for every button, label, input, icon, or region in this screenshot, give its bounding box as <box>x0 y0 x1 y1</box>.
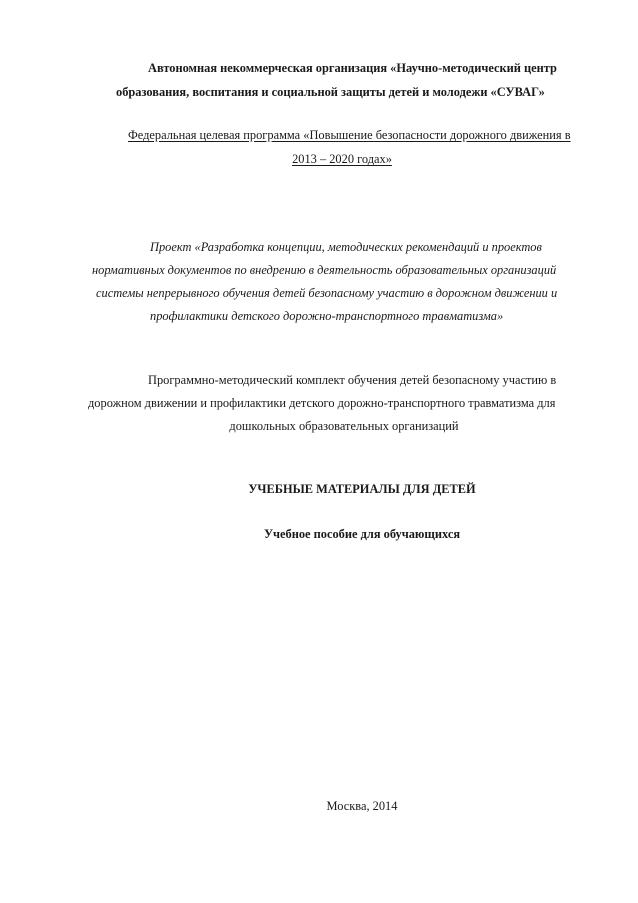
place-and-year: Москва, 2014 <box>326 799 398 813</box>
project-line-3: системы непрерывного обучения детей безопасному участию в дорожном движении и <box>96 286 558 300</box>
project-line-2: нормативных документов по внедрению в деятельность образовательных организаций <box>92 263 557 277</box>
document-title: УЧЕБНЫЕ МАТЕРИАЛЫ ДЛЯ ДЕТЕЙ <box>248 482 476 496</box>
complex-line-2: дорожном движении и профилактики детского дорожно-транспортного травматизма для <box>88 396 556 410</box>
organization-line-2: образования, воспитания и социальной защиты детей и молодежи «СУВАГ» <box>116 85 545 99</box>
organization-line-1: Автономная некоммерческая организация «Научно-методический центр <box>148 61 557 75</box>
program-title <box>92 125 592 170</box>
complex-line-1: Программно-методический комплект обучения детей безопасному участию в <box>148 373 557 387</box>
organization-header <box>92 58 592 103</box>
complex-line-3: дошкольных образовательных организаций <box>229 419 459 433</box>
complex-description <box>88 369 592 438</box>
document-subtitle: Учебное пособие для обучающихся <box>263 527 461 541</box>
program-line-2: 2013 – 2020 годах» <box>292 152 392 166</box>
project-line-1: Проект «Разработка концепции, методических рекомендаций и проектов <box>150 240 542 254</box>
project-description <box>92 236 592 328</box>
project-line-4: профилактики детского дорожно-транспортного травматизма» <box>150 309 504 323</box>
program-line-1: Федеральная целевая программа «Повышение безопасности дорожного движения в <box>128 128 571 142</box>
